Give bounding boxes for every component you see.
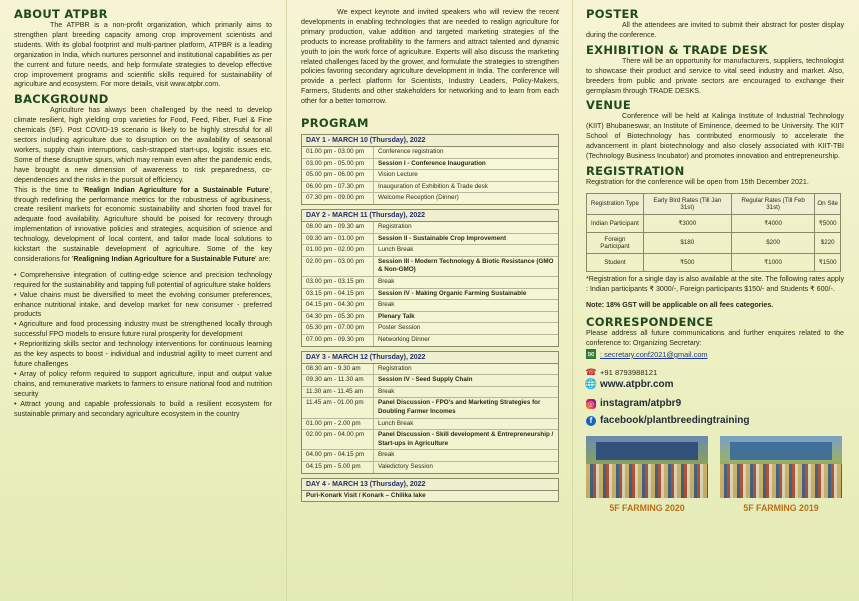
correspondence-title: CORRESPONDENCE	[586, 314, 714, 329]
program-time: 07.00 pm - 09.30 pm	[302, 335, 374, 346]
table-cell: ₹4000	[731, 214, 815, 232]
table-header: Early Bird Rates (Till Jan 31st)	[643, 193, 731, 214]
registration-table	[586, 193, 841, 272]
table-header: Registration Type	[587, 193, 644, 214]
program-time: 04.00 pm - 04.15 pm	[302, 450, 374, 461]
program-event: Conference registration	[378, 148, 444, 156]
program-event: Registration	[378, 364, 412, 372]
table-row	[587, 232, 841, 253]
program-time: 03.00 pm - 05.00 pm	[302, 159, 374, 170]
program-event: Vision Lecture	[378, 171, 418, 179]
table-row	[302, 170, 558, 182]
list-item: • Attract young and capable professionals to build a resilient ecosystem for sustainable primary and secondary agriculture ecosystem in the country	[14, 399, 272, 418]
table-row	[302, 430, 558, 450]
list-item: • Agriculture and food processing industry must be strengthened locally through successful FPO models to ensure future rural prosperity for development	[14, 320, 272, 339]
program-time: 02.00 pm - 04.00 pm	[302, 430, 374, 449]
program-time: 05.00 pm - 06.00 pm	[302, 170, 374, 181]
program-event: Panel Discussion - FPO's and Marketing Strategies for Doubling Farmer Incomes	[378, 399, 541, 415]
column-left	[14, 8, 272, 601]
venue-title: VENUE	[586, 98, 632, 113]
program-event: Session II - Sustainable Crop Improvement	[378, 234, 507, 242]
table-row	[302, 300, 558, 312]
globe-icon: 🌐	[584, 379, 598, 391]
program-time: 01.00 pm - 2.00 pm	[302, 419, 374, 430]
program-time: 09.30 am - 01.00 pm	[302, 234, 374, 245]
program-day	[301, 351, 559, 474]
program-event: Lunch Break	[378, 419, 414, 427]
table-row	[302, 277, 558, 289]
about-title: ABOUT ATPBR	[14, 7, 108, 21]
email-link[interactable]: : secretary.conf2021@gmail.com	[600, 349, 708, 359]
program-time: 08.30 am - 9.30 am	[302, 364, 374, 375]
program-event: Session IV - Seed Supply Chain	[378, 376, 473, 384]
phone-icon: ☎	[585, 366, 597, 377]
program-day-heading: DAY 4 - MARCH 13 (Thursday), 2022	[302, 479, 558, 491]
table-row	[302, 375, 558, 387]
poster-title: POSTER	[586, 7, 639, 21]
table-cell: $220	[815, 232, 841, 253]
instagram-icon: ◎	[587, 400, 595, 408]
table-row	[302, 147, 558, 159]
correspondence-text: Please address all future communications and further enquires related to the conference to: Organizing Secretary:	[586, 328, 844, 347]
program-day-heading: DAY 2 - MARCH 11 (Thursday), 2022	[302, 210, 558, 222]
table-row	[302, 234, 558, 246]
program-event: Plenary Talk	[378, 312, 415, 320]
program-day	[301, 478, 559, 503]
email-icon: ✉	[587, 349, 595, 359]
program-time: 09.30 am - 11.30 am	[302, 375, 374, 386]
list-item: • Array of policy reform required to support agriculture, input and output value chains, and remunerative markets to farmers to ensure national food and nutrition security	[14, 369, 272, 398]
website-row	[586, 379, 844, 390]
email-row	[586, 349, 844, 359]
table-row	[302, 245, 558, 257]
program-day	[301, 209, 559, 347]
background-title: BACKGROUND	[14, 92, 109, 107]
program-time: 02.00 pm - 03.00 pm	[302, 257, 374, 276]
program-day	[301, 134, 559, 205]
table-row	[302, 159, 558, 171]
instagram-row	[586, 398, 844, 409]
event-photo-2019	[720, 436, 842, 498]
table-row	[302, 419, 558, 431]
background-paragraph-1: Agriculture has always been challenged by the need to develop climate resilient, high yielding crop varieties for Food, Feed, Fiber, Fuel & Fine chemicals (5F). Post COVID-19 scenario is likely to be highly stressful for all sectors including agriculture due to disruption on the availability of seasonal workers, supply chain interruptions, cash-strapped start-ups, logistic issues etc. Some of these disruptive spurs, which may remain even after the pandemic ends, have brought a new dimension of awareness to risk preparedness, co-dependencies and the risks in the pursuit of efficiency.	[14, 106, 272, 184]
program-event: Networking Dinner	[378, 335, 430, 343]
website-link[interactable]: www.atpbr.com	[600, 379, 674, 391]
program-time: 11.45 am - 01.00 pm	[302, 398, 374, 417]
program-title: PROGRAM	[301, 116, 369, 131]
considerations-list	[14, 271, 272, 420]
table-cell: ₹3000	[643, 214, 731, 232]
table-row	[587, 214, 841, 232]
program-event: Break	[378, 278, 395, 285]
program-event: Welcome Reception (Dinner)	[378, 194, 459, 202]
table-row	[302, 222, 558, 234]
program-event: Inauguration of Exhibition & Trade desk	[378, 182, 488, 190]
instagram-link[interactable]: instagram/atpbr9	[600, 398, 682, 410]
column-divider	[572, 0, 573, 601]
table-row	[302, 312, 558, 324]
event-photo-2020	[586, 436, 708, 498]
table-row	[302, 364, 558, 376]
program-day-heading: DAY 3 - MARCH 12 (Thursday), 2022	[302, 352, 558, 364]
table-cell: ₹500	[643, 253, 731, 271]
gst-note: Note: 18% GST will be applicable on all fees categories.	[586, 300, 774, 309]
phone-number: +91 8793988121	[600, 367, 658, 377]
program-time: 07.30 pm - 09.00 pm	[302, 193, 374, 204]
table-row	[302, 387, 558, 399]
photo-block-2019	[720, 436, 842, 513]
list-item: • Reprioritizing skills sector and technology interventions for continuous learning as the key aspects to boost - individual and industrial agility to meet current and future challenges	[14, 340, 272, 368]
program-event: Puri-Konark Visit / Konark – Chilika lake	[306, 491, 426, 499]
photo-block-2020	[586, 436, 708, 513]
list-item: • Comprehensive integration of cutting-edge science and precision technology required for the sustainability and tapping full potential of agriculture stake holders	[14, 270, 272, 289]
table-header: On Site	[815, 193, 841, 214]
table-row	[587, 253, 841, 271]
about-text: The ATPBR is a non-profit organization, which primarily aims to strengthen plant breeding capacity among crop improvement scientists and students. With its global footprint and multi-partner platform, ATPBR is a leading organization in India, which nurtures personnel and institutional capabilities as per the current and future needs, and help formulate strategies to develop effective crop improvement programs and scientific skills required for sustainability of agriculture and ecosystem. For more details, visit www.atpbr.com.	[14, 21, 272, 89]
table-cell: Indian Participant	[587, 214, 644, 232]
facebook-icon: f	[586, 416, 596, 426]
venue-text: Conference will be held at Kalinga Institute of Industrial Technology (KIIT) Bhubaneswar, an Institute of Eminence, deemed to be University. The KIIT School of Biotechnology has contributed enormously to accelerate the advancement in plant biotechnology and also closely associated with KIIT-TBI (Technology Business Incubator) and promotes innovation and entrepreneurship.	[586, 112, 844, 161]
program-event: Session I - Conference Inauguration	[378, 159, 486, 167]
program-event: Break	[378, 387, 395, 395]
event-photos	[586, 436, 844, 513]
photo-caption: 5F FARMING 2019	[743, 503, 819, 514]
table-row	[302, 182, 558, 194]
registration-intro: Registration for the conference will be open from 15th December 2021.	[586, 177, 809, 186]
table-row	[302, 335, 558, 346]
program-time: 01.00 pm - 03.00 pm	[302, 147, 374, 158]
program-time: 01.00 pm - 02.00 pm	[302, 245, 374, 256]
column-divider	[286, 0, 287, 601]
program-event: Registration	[378, 223, 412, 231]
program-event: Session III - Modern Technology & Biotic Resistance (GMO & Non-GMO)	[378, 257, 554, 274]
table-row	[302, 491, 558, 502]
phone-row	[586, 367, 844, 377]
program-time: 08.00 am - 09.30 am	[302, 222, 374, 233]
registration-title: REGISTRATION	[586, 163, 685, 178]
background-paragraph-2: This is the time to 'Realign Indian Agriculture for a Sustainable Future', through redefining the performance metrics for the robustness of agribusiness, create resilient markets for economic sustainability and shorten food travel for adequate food availability. Agriculture should be poised for recovery through implementation of innovative policies and strategies, acquisition of science and technology, development of local content, and tailor made local solutions to kickstart the sustainable development of agriculture. Some of the key considerations for 'Realigning Indian Agriculture for a Sustainable Future' are:	[14, 185, 272, 263]
program-day-heading: DAY 1 - MARCH 10 (Thursday), 2022	[302, 135, 558, 147]
program-event: Valedictory Session	[378, 462, 433, 470]
program-event: Break	[378, 301, 395, 309]
facebook-link[interactable]: facebook/plantbreedingtraining	[600, 415, 750, 427]
program-table	[301, 134, 559, 502]
table-cell: $180	[643, 232, 731, 253]
program-time: 04.15 pm - 5.00 pm	[302, 462, 374, 473]
table-row	[302, 462, 558, 473]
table-row	[302, 450, 558, 462]
program-time: 11.30 am - 11.45 am	[302, 387, 374, 398]
table-row	[302, 323, 558, 335]
intro-text: We expect keynote and invited speakers who will review the recent developments in enabling technologies that are needed to realign agriculture for primary production, value addition and targeted marketing strategies of the products to increase profitability to the farmers and attract talented and dynamic youth to join the work force of agriculture. Experts will also discuss the marketing related challenges faced by the grower, and formulate the strategies to strengthen policies favoring secondary agriculture development in India. The conference will provide a perfect platform for Scientists, Industry Leaders, Policy-Makers, Farmers, Students and other stakeholders for networking and to learn from each other for a better tomorrow.	[301, 8, 559, 106]
table-row	[302, 193, 558, 204]
table-cell: ₹1500	[815, 253, 841, 271]
table-row	[302, 289, 558, 301]
registration-note: *Registration for a single day is also available at the site. The following rates apply : Indian participants ₹ 3000/-, Foreign participants $150/- and Students ₹ 600/-.	[586, 274, 844, 293]
list-item: • Value chains must be diversified to meet the evolving consumer preferences, enhance nutritional intake, and develop market for new consumer - preferred products	[14, 290, 272, 319]
poster-text: All the attendees are invited to submit their abstract for poster display during the conference.	[586, 21, 844, 39]
table-row	[302, 398, 558, 418]
table-header: Regular Rates (Till Feb 31st)	[731, 193, 815, 214]
table-cell: ₹1000	[731, 253, 815, 271]
program-event: Session IV - Making Organic Farming Sustainable	[378, 289, 527, 297]
program-time: 06.00 pm - 07.30 pm	[302, 182, 374, 193]
table-row	[302, 257, 558, 277]
column-middle	[301, 8, 559, 601]
facebook-row	[586, 415, 844, 426]
program-time: 04.15 pm - 04.30 pm	[302, 300, 374, 311]
program-event: Panel Discussion - Skill development & Entrepreneurship / Start-ups in Agriculture	[378, 431, 554, 447]
exhibition-text: There will be an opportunity for manufacturers, suppliers, technologist to showcase their product and service to vital seed industry and market. Also, breeders from public and private sectors are encouraged to exchange their germplasm through TRADE DESKS.	[586, 56, 844, 95]
table-cell: $200	[731, 232, 815, 253]
photo-caption: 5F FARMING 2020	[609, 503, 685, 514]
column-right	[586, 8, 844, 601]
program-time: 03.00 pm - 03.15 pm	[302, 277, 374, 288]
table-cell: ₹5000	[815, 214, 841, 232]
exhibition-title: EXHIBITION & TRADE DESK	[586, 42, 768, 57]
table-cell: Foreign Participant	[587, 232, 644, 253]
program-event: Lunch Break	[378, 246, 414, 254]
program-time: 03.15 pm - 04.15 pm	[302, 289, 374, 300]
table-cell: Student	[587, 253, 644, 271]
program-time: 04.30 pm - 05.30 pm	[302, 312, 374, 323]
program-time: 05.30 pm - 07.00 pm	[302, 323, 374, 334]
program-event: Poster Session	[378, 324, 421, 332]
program-event: Break	[378, 451, 395, 459]
